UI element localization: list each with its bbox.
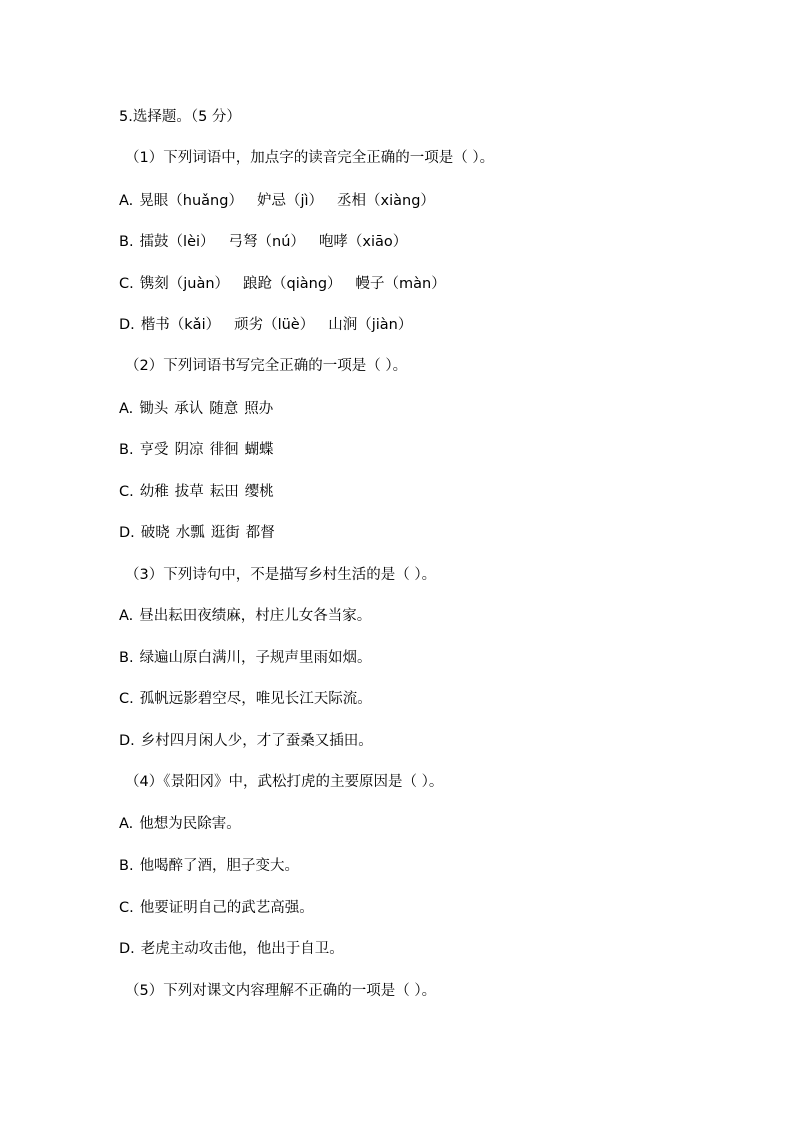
option-text: 乡村四月闲人少，才了蚕桑又插田。 <box>140 733 373 749</box>
option-label: C. <box>119 484 134 500</box>
option-label: B. <box>119 858 134 874</box>
option-label: A. <box>119 816 134 832</box>
option-item: 蝴蝶 <box>244 442 274 458</box>
option-item: 逛街 <box>210 525 240 541</box>
question-1-prompt: （1）下列词语中，加点字的读音完全正确的一项是（ ）。 <box>125 150 495 166</box>
question-2-option-a <box>119 399 273 419</box>
question-3-option-a <box>119 606 371 626</box>
option-text: 昼出耘田夜绩麻，村庄儿女各当家。 <box>139 608 372 624</box>
option-label: D. <box>119 941 135 957</box>
question-1-option-c <box>119 274 446 294</box>
option-text: 他想为民除害。 <box>139 816 241 832</box>
question-4-prompt: （4）《景阳冈》中，武松打虎的主要原因是（ ）。 <box>125 774 444 790</box>
question-1-option-a <box>119 191 435 211</box>
question-3-option-d <box>119 731 373 751</box>
option-item: 幼稚 <box>139 484 169 500</box>
option-text: 他要证明自己的武艺高强。 <box>139 900 314 916</box>
question-3-prompt: （3）下列诗句中，不是描写乡村生活的是（ ）。 <box>125 567 437 583</box>
option-item: 承认 <box>174 401 204 417</box>
question-4-option-a <box>119 814 241 834</box>
question-4-option-b <box>119 856 299 876</box>
option-text: 孤帆远影碧空尽，唯见长江天际流。 <box>139 691 372 707</box>
question-4-option-d <box>119 939 344 959</box>
option-item: 幔子（màn） <box>355 276 446 292</box>
option-label: C. <box>119 691 134 707</box>
option-label: D. <box>119 733 135 749</box>
option-item: 水瓢 <box>175 525 205 541</box>
question-5-prompt: （5）下列对课文内容理解不正确的一项是（ ）。 <box>125 983 437 999</box>
option-item: 顽劣（lüè） <box>234 317 315 333</box>
option-item: 踉跄（qiàng） <box>243 276 342 292</box>
option-item: 擂鼓（lèi） <box>139 234 215 250</box>
option-item: 破晓 <box>140 525 170 541</box>
question-2-option-c <box>119 482 274 502</box>
option-item: 山涧（jiàn） <box>328 317 413 333</box>
option-item: 晃眼（huǎng） <box>139 193 243 209</box>
option-label: A. <box>119 401 134 417</box>
section-title: 5.选择题。（5 分） <box>119 109 241 125</box>
option-item: 耘田 <box>209 484 239 500</box>
option-item: 咆哮（xiāo） <box>318 234 408 250</box>
question-1-option-d <box>119 315 412 335</box>
option-label: B. <box>119 234 134 250</box>
question-3-option-b <box>119 648 372 668</box>
option-item: 弓弩（nú） <box>228 234 305 250</box>
option-label: D. <box>119 317 135 333</box>
question-4-option-c <box>119 898 314 918</box>
question-1-option-b <box>119 232 407 252</box>
option-item: 照办 <box>244 401 274 417</box>
option-item: 阴凉 <box>174 442 204 458</box>
option-text: 他喝醉了酒，胆子变大。 <box>139 858 300 874</box>
option-item: 徘徊 <box>209 442 239 458</box>
option-text: 老虎主动攻击他，他出于自卫。 <box>140 941 344 957</box>
option-item: 妒忌（jì） <box>256 193 324 209</box>
option-label: D. <box>119 525 135 541</box>
option-label: B. <box>119 650 134 666</box>
option-item: 锄头 <box>139 401 169 417</box>
option-label: C. <box>119 900 134 916</box>
option-item: 缨桃 <box>244 484 274 500</box>
option-label: A. <box>119 193 134 209</box>
question-2-prompt: （2）下列词语书写完全正确的一项是（ ）。 <box>125 358 408 374</box>
option-item: 亨受 <box>139 442 169 458</box>
option-label: A. <box>119 608 134 624</box>
option-item: 楷书（kǎi） <box>140 317 221 333</box>
option-text: 绿遍山原白满川，子规声里雨如烟。 <box>139 650 372 666</box>
option-label: C. <box>119 276 134 292</box>
option-item: 随意 <box>209 401 239 417</box>
option-item: 拔草 <box>174 484 204 500</box>
option-item: 都督 <box>245 525 275 541</box>
question-2-option-d <box>119 523 275 543</box>
option-item: 丞相（xiàng） <box>337 193 435 209</box>
option-label: B. <box>119 442 134 458</box>
question-2-option-b <box>119 440 274 460</box>
question-3-option-c <box>119 689 372 709</box>
option-item: 镌刻（juàn） <box>139 276 230 292</box>
